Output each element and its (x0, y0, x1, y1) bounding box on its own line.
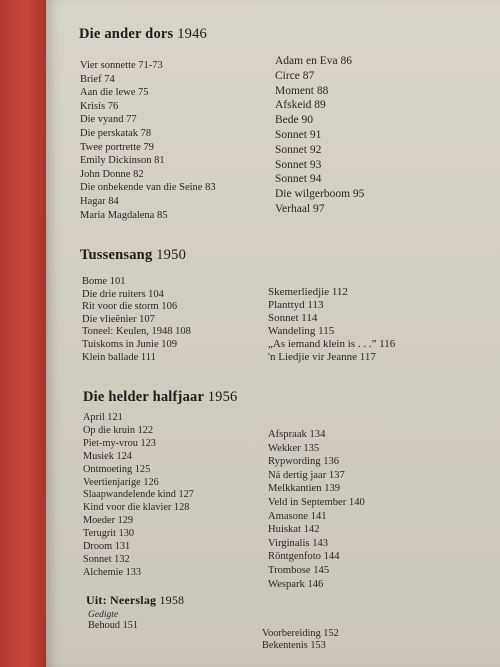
toc-entry: Sonnet 92 (275, 143, 322, 156)
toc-entry: Sonnet 114 (268, 312, 318, 325)
toc-entry: Rit voor die storm 106 (82, 301, 178, 313)
toc-entry: Voorbereiding 152 (262, 628, 339, 639)
toc-column-left (80, 59, 216, 222)
section-title (83, 389, 238, 406)
toc-entry: Wandeling 115 (268, 325, 335, 338)
toc-entry: Aan die lewe 75 (80, 87, 149, 99)
toc-entry: Die vyand 77 (80, 114, 137, 126)
toc-entry: Moeder 129 (83, 515, 134, 527)
toc-entry: Röntgenfoto 144 (268, 551, 340, 563)
toc-entry: Sonnet 94 (275, 173, 322, 186)
toc-entry: Slaapwandelende kind 127 (83, 489, 194, 501)
toc-entry: Vier sonnette 71-73 (80, 60, 163, 71)
toc-column-right (268, 286, 395, 365)
subheading: Gedigte (88, 610, 119, 620)
toc-entry: Sonnet 93 (275, 158, 322, 171)
toc-entry: Virginalis 143 (268, 537, 329, 549)
toc-entry: Krisis 76 (80, 100, 119, 112)
toc-entry: Op die kruin 122 (83, 424, 154, 436)
section-name: Uit: Neerslag (86, 593, 157, 607)
toc-column-right (262, 628, 339, 652)
toc-entry: „As iemand klein is . . .” 116 (268, 338, 396, 351)
toc-entry: Amasone 141 (268, 510, 327, 522)
toc-entry: Die drie ruiters 104 (82, 288, 164, 300)
toc-entry: Droom 131 (83, 541, 131, 553)
toc-column-left (83, 412, 194, 580)
toc-entry: April 121 (83, 412, 123, 423)
toc-entry: Veertienjarige 126 (83, 476, 159, 488)
toc-entry: Twee portrette 79 (80, 141, 154, 153)
toc-entry: Die onbekende van die Seine 83 (80, 182, 216, 194)
toc-entry: Maria Magdalena 85 (80, 209, 168, 221)
toc-column-left (82, 276, 191, 364)
section-title (80, 247, 186, 264)
section-year: 1958 (159, 593, 185, 607)
section-title (79, 26, 207, 43)
toc-entry: Piet-my-vrou 123 (83, 437, 156, 449)
toc-entry: Klein ballade 111 (82, 351, 156, 363)
toc-entry: Melkkantien 139 (268, 483, 341, 495)
toc-entry: Brief 74 (80, 73, 115, 85)
toc-entry: Sonnet 132 (83, 553, 130, 565)
toc-entry: Circe 87 (275, 69, 315, 82)
toc-column-right (268, 428, 365, 591)
section-year: 1956 (207, 389, 238, 405)
toc-entry: Behoud 151 (88, 620, 139, 631)
toc-entry: Toneel: Keulen, 1948 108 (82, 326, 191, 338)
toc-entry: Emily Dickinson 81 (80, 155, 165, 167)
toc-entry: Die wilgerboom 95 (275, 188, 365, 201)
toc-entry: Hagar 84 (80, 195, 119, 207)
toc-entry: Musiek 124 (83, 450, 132, 462)
toc-entry: Rypwording 136 (268, 456, 340, 468)
toc-entry: Bede 90 (275, 114, 314, 127)
toc-entry: Wespark 146 (268, 578, 324, 590)
toc-entry: 'n Liedjie vir Jeanne 117 (268, 351, 376, 364)
toc-entry: Huiskat 142 (268, 524, 320, 536)
section-name: Die ander dors (79, 26, 174, 42)
toc-entry: Afskeid 89 (275, 99, 326, 112)
toc-entry: Veld in September 140 (268, 496, 365, 508)
toc-entry: John Donne 82 (80, 168, 144, 180)
red-cover-edge (0, 0, 46, 667)
toc-entry: Sonnet 91 (275, 128, 322, 141)
toc-entry: Terugrit 130 (83, 528, 135, 540)
section-name: Tussensang (80, 247, 153, 263)
toc-entry: Trombose 145 (268, 564, 330, 576)
toc-entry: Moment 88 (275, 84, 329, 97)
toc-entry: Ná dertig jaar 137 (268, 469, 345, 481)
toc-entry: Bekentenis 153 (262, 640, 326, 651)
toc-entry: Wekker 135 (268, 442, 320, 454)
toc-entry: Die perskatak 78 (80, 127, 152, 139)
toc-entry: Tuiskoms in Junie 109 (82, 338, 178, 350)
toc-column-left (88, 610, 138, 631)
toc-entry: Adam en Eva 86 (275, 55, 352, 67)
toc-entry: Kind voor die klavier 128 (83, 502, 190, 514)
section-title (86, 593, 184, 608)
toc-entry: Skemerliedjie 112 (268, 286, 348, 298)
toc-entry: Verhaal 97 (275, 202, 325, 215)
section-year: 1946 (177, 26, 208, 42)
toc-entry: Planttyd 113 (268, 299, 324, 312)
toc-entry: Alchemie 133 (83, 566, 142, 578)
toc-column-right (275, 54, 364, 217)
section-year: 1950 (156, 247, 187, 263)
toc-entry: Ontmoeting 125 (83, 463, 151, 475)
toc-entry: Bome 101 (82, 276, 126, 287)
section-name: Die helder halfjaar (83, 389, 204, 405)
toc-entry: Die vlieënier 107 (82, 313, 155, 325)
toc-entry: Afspraak 134 (268, 429, 326, 440)
